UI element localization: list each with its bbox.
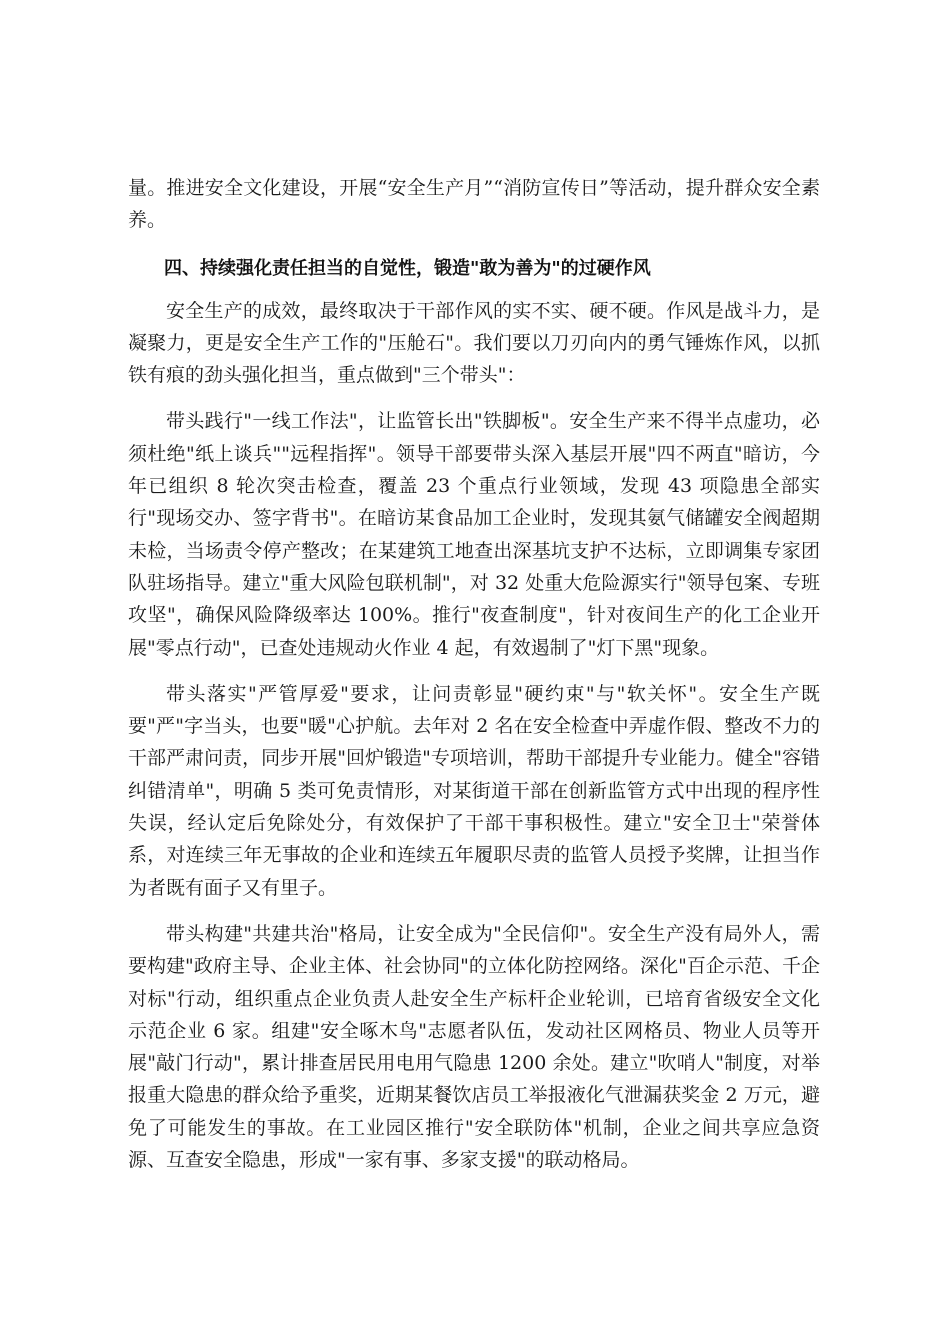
continuation-paragraph: 量。推进安全文化建设，开展“安全生产月”“消防宣传日”等活动，提升群众安全素养。	[128, 177, 820, 232]
body-paragraph-strict-care: 带头落实"严管厚爱"要求，让问责彰显"硬约束"与"软关怀"。安全生产既要"严"字当头，也要"暖"心护航。去年对 2 名在安全检查中弄虚作假、整改不力的干部严肃问责，同步开展"回炉锻造"专项培训，帮助干部提升专业能力。健全"容错纠错清单"，明确 5 类可免责情形，对某街道干部在创新监管方式中出现的程序性失误，经认定后免除处分，有效保护了干部干事积极性。建立"安全卫士"荣誉体系，对连续三年无事故的企业和连续五年履职尽责的监管人员授予奖牌，让担当作为者既有面子又有里子。	[128, 682, 820, 899]
intro-paragraph: 安全生产的成效，最终取决于干部作风的实不实、硬不硬。作风是战斗力，是凝聚力，更是安全生产工作的"压舱石"。我们要以刀刃向内的勇气锤炼作风，以抓铁有痕的劲头强化担当，重点做到"三个带头"：	[128, 299, 820, 387]
document-body	[128, 172, 820, 1190]
section-heading: 四、持续强化责任担当的自觉性，锻造"敢为善为"的过硬作风	[164, 257, 651, 279]
body-paragraph-frontline: 带头践行"一线工作法"，让监管长出"铁脚板"。安全生产来不得半点虚功，必须杜绝"纸上谈兵""远程指挥"。领导干部要带头深入基层开展"四不两直"暗访，今年已组织 8 轮次突击检查，覆盖 23 个重点行业领域，发现 43 项隐患全部实行"现场交办、签字背书"。在暗访某食品加工企业时，发现其氨气储罐安全阀超期未检，当场责令停产整改；在某建筑工地查出深基坑支护不达标，立即调集专家团队驻场指导。建立"重大风险包联机制"，对 32 处重大危险源实行"领导包案、专班攻坚"，确保风险降级率达 100%。推行"夜查制度"，针对夜间生产的化工企业开展"零点行动"，已查处违规动火作业 4 起，有效遏制了"灯下黑"现象。	[128, 410, 820, 659]
body-paragraph-co-governance: 带头构建"共建共治"格局，让安全成为"全民信仰"。安全生产没有局外人，需要构建"政府主导、企业主体、社会协同"的立体化防控网络。深化"百企示范、千企对标"行动，组织重点企业负责人赴安全生产标杆企业轮训，已培育省级安全文化示范企业 6 家。组建"安全啄木鸟"志愿者队伍，发动社区网格员、物业人员等开展"敲门行动"，累计排查居民用电用气隐患 1200 余处。建立"吹哨人"制度，对举报重大隐患的群众给予重奖，近期某餐饮店员工举报液化气泄漏获奖金 2 万元，避免了可能发生的事故。在工业园区推行"安全联防体"机制，企业之间共享应急资源、互查安全隐患，形成"一家有事、多家支援"的联动格局。	[128, 922, 820, 1172]
